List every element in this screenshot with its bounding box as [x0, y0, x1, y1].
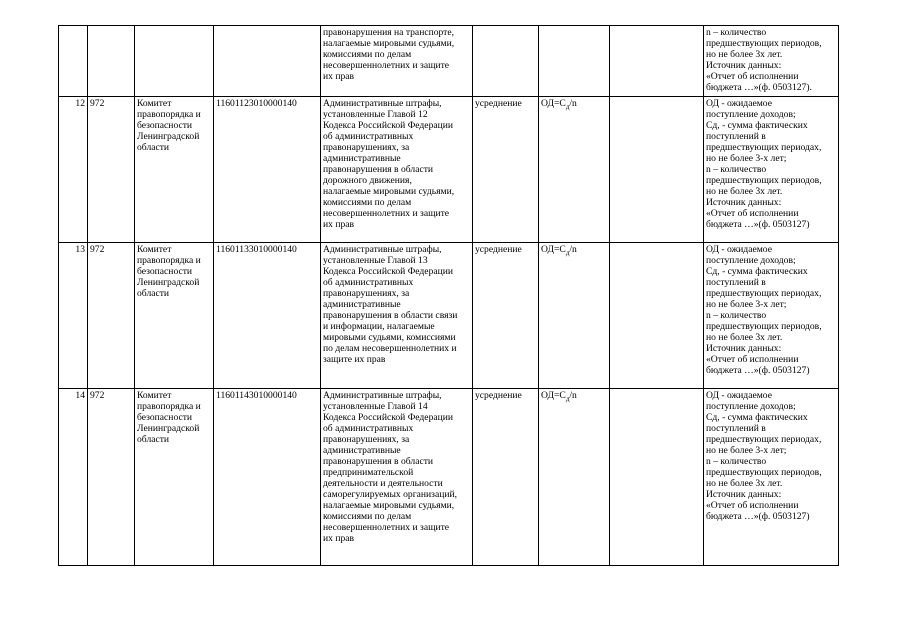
description-line: об административных — [323, 277, 414, 288]
table-row — [59, 243, 839, 389]
description-line: их прав — [323, 219, 355, 230]
description-line: административные — [323, 299, 401, 310]
explanation-line: предшествующих периодах, — [706, 142, 822, 153]
description-line: правонарушения в области связи — [323, 310, 458, 321]
description-line: налагаемые мировыми судьями, — [323, 186, 455, 197]
cell-code: 972 — [88, 243, 135, 389]
explanation-line: «Отчет об исполнении — [706, 354, 799, 365]
admin-line: правопорядка и — [137, 255, 201, 266]
explanation-line: но не более 3х лет. — [706, 186, 783, 197]
table-row-continued — [59, 26, 839, 97]
cell-kbk: 11601143010000140 — [214, 389, 321, 566]
explanation-line: предшествующих периодов, — [706, 175, 822, 186]
admin-line: безопасности — [137, 120, 193, 131]
cell-description — [321, 389, 473, 566]
description-line: установленные Главой 12 — [323, 109, 428, 120]
explanation-line: предшествующих периодах, — [706, 434, 822, 445]
explanation-line: поступление доходов; — [706, 255, 796, 266]
explanation-line: поступлений в — [706, 131, 766, 142]
admin-line: безопасности — [137, 412, 193, 423]
cell-num: 14 — [59, 389, 88, 566]
description-line: защите их прав — [323, 354, 386, 365]
cell-description — [321, 243, 473, 389]
description-line: об административных — [323, 423, 414, 434]
cell-explanation — [704, 26, 839, 97]
cell-explanation — [704, 243, 839, 389]
cell-empty — [610, 243, 704, 389]
description-line: Административные штрафы, — [323, 244, 442, 255]
cell-num: 12 — [59, 97, 88, 243]
explanation-line: предшествующих периодов, — [706, 38, 822, 49]
description-line: несовершеннолетних и защите — [323, 208, 450, 219]
explanation-line: предшествующих периодов, — [706, 467, 822, 478]
table-row — [59, 97, 839, 243]
revenue-methods-table — [58, 25, 839, 566]
description-line: и информации, налагаемые — [323, 321, 435, 332]
formula-subscript: д — [565, 248, 570, 257]
admin-line: Комитет — [137, 244, 172, 255]
cell-empty — [610, 97, 704, 243]
explanation-line: «Отчет об исполнении — [706, 208, 799, 219]
cell-code: 972 — [88, 97, 135, 243]
explanation-line: Сд, - сумма фактических — [706, 120, 808, 131]
admin-line: области — [137, 142, 170, 153]
explanation-line: Сд, - сумма фактических — [706, 412, 808, 423]
description-line: несовершеннолетних и защите — [323, 60, 450, 71]
cell-method — [473, 26, 539, 97]
cell-explanation — [704, 389, 839, 566]
explanation-line: но не более 3х лет. — [706, 332, 783, 343]
description-line: комиссиями по делам — [323, 197, 412, 208]
cell-formula: $ОД=С_д/n$ — [539, 243, 610, 389]
explanation-line: ОД - ожидаемое — [706, 244, 772, 255]
explanation-line: но не более 3х лет. — [706, 478, 783, 489]
explanation-line: Сд, - сумма фактических — [706, 266, 808, 277]
admin-line: правопорядка и — [137, 109, 201, 120]
explanation-line: предшествующих периодов, — [706, 321, 822, 332]
description-line: их прав — [323, 71, 355, 82]
cell-method: усреднение — [473, 97, 539, 243]
description-line: об административных — [323, 131, 414, 142]
explanation-line: n – количество — [706, 164, 767, 175]
description-line: Административные штрафы, — [323, 390, 442, 401]
description-line: их прав — [323, 533, 355, 544]
description-line: дорожного движения, — [323, 175, 412, 186]
explanation-line: Источник данных: — [706, 343, 782, 354]
admin-line: Ленинградской — [137, 131, 200, 142]
explanation-line: поступление доходов; — [706, 109, 796, 120]
description-line: по делам несовершеннолетних и — [323, 343, 457, 354]
description-line: правонарушения на транспорте, — [323, 27, 455, 38]
cell-num — [59, 26, 88, 97]
cell-kbk: 11601123010000140 — [214, 97, 321, 243]
cell-admin — [135, 243, 214, 389]
cell-method: усреднение — [473, 389, 539, 566]
description-line: Кодекса Российской Федерации — [323, 412, 454, 423]
description-line: деятельности и деятельности — [323, 478, 443, 489]
explanation-line: бюджета …»(ф. 0503127) — [706, 219, 810, 230]
explanation-line: Источник данных: — [706, 489, 782, 500]
cell-explanation — [704, 97, 839, 243]
description-line: саморегулируемых организаций, — [323, 489, 458, 500]
description-line: правонарушениях, за — [323, 434, 410, 445]
description-line: административные — [323, 445, 401, 456]
explanation-line: поступление доходов; — [706, 401, 796, 412]
explanation-line: но не более 3-х лет; — [706, 445, 787, 456]
explanation-line: предшествующих периодах, — [706, 288, 822, 299]
description-line: Кодекса Российской Федерации — [323, 266, 454, 277]
description-line: мировыми судьями, комиссиями — [323, 332, 456, 343]
description-line: административные — [323, 153, 401, 164]
explanation-line: «Отчет об исполнении — [706, 500, 799, 511]
formula-subscript: д — [565, 394, 570, 403]
admin-line: Комитет — [137, 390, 172, 401]
explanation-line: ОД - ожидаемое — [706, 390, 772, 401]
explanation-line: бюджета …»(ф. 0503127). — [706, 82, 812, 93]
cell-code: 972 — [88, 389, 135, 566]
explanation-line: поступлений в — [706, 277, 766, 288]
explanation-line: Источник данных: — [706, 60, 782, 71]
cell-kbk: 11601133010000140 — [214, 243, 321, 389]
description-line: комиссиями по делам — [323, 511, 412, 522]
admin-line: области — [137, 288, 170, 299]
cell-admin — [135, 97, 214, 243]
cell-kbk — [214, 26, 321, 97]
cell-num: 13 — [59, 243, 88, 389]
explanation-line: но не более 3-х лет; — [706, 153, 787, 164]
description-line: несовершеннолетних и защите — [323, 522, 450, 533]
admin-line: правопорядка и — [137, 401, 201, 412]
cell-code — [88, 26, 135, 97]
explanation-line: n – количество — [706, 310, 767, 321]
cell-description — [321, 97, 473, 243]
description-line: правонарушения в области — [323, 164, 434, 175]
admin-line: Ленинградской — [137, 277, 200, 288]
admin-line: Ленинградской — [137, 423, 200, 434]
explanation-line: но не более 3х лет. — [706, 49, 783, 60]
description-line: правонарушения в области — [323, 456, 434, 467]
description-line: комиссиями по делам — [323, 49, 412, 60]
explanation-line: Источник данных: — [706, 197, 782, 208]
description-line: Кодекса Российской Федерации — [323, 120, 454, 131]
explanation-line: n – количество — [706, 27, 767, 38]
description-line: Административные штрафы, — [323, 98, 442, 109]
table-row — [59, 389, 839, 566]
description-line: правонарушениях, за — [323, 142, 410, 153]
admin-line: безопасности — [137, 266, 193, 277]
cell-admin — [135, 26, 214, 97]
description-line: предпринимательской — [323, 467, 414, 478]
formula-subscript: д — [565, 102, 570, 111]
cell-admin — [135, 389, 214, 566]
explanation-line: n – количество — [706, 456, 767, 467]
cell-empty — [610, 26, 704, 97]
description-line: установленные Главой 13 — [323, 255, 428, 266]
cell-formula: $ОД=С_д/n$ — [539, 389, 610, 566]
admin-line: Комитет — [137, 98, 172, 109]
description-line: налагаемые мировыми судьями, — [323, 500, 455, 511]
explanation-line: поступлений в — [706, 423, 766, 434]
description-line: правонарушениях, за — [323, 288, 410, 299]
description-line: налагаемые мировыми судьями, — [323, 38, 455, 49]
admin-line: области — [137, 434, 170, 445]
description-line: установленные Главой 14 — [323, 401, 428, 412]
explanation-line: бюджета …»(ф. 0503127) — [706, 511, 810, 522]
explanation-line: «Отчет об исполнении — [706, 71, 799, 82]
cell-formula: $ОД=С_д/n$ — [539, 97, 610, 243]
cell-formula — [539, 26, 610, 97]
explanation-line: но не более 3-х лет; — [706, 299, 787, 310]
cell-empty — [610, 389, 704, 566]
explanation-line: бюджета …»(ф. 0503127) — [706, 365, 810, 376]
explanation-line: ОД - ожидаемое — [706, 98, 772, 109]
cell-method: усреднение — [473, 243, 539, 389]
cell-description — [321, 26, 473, 97]
